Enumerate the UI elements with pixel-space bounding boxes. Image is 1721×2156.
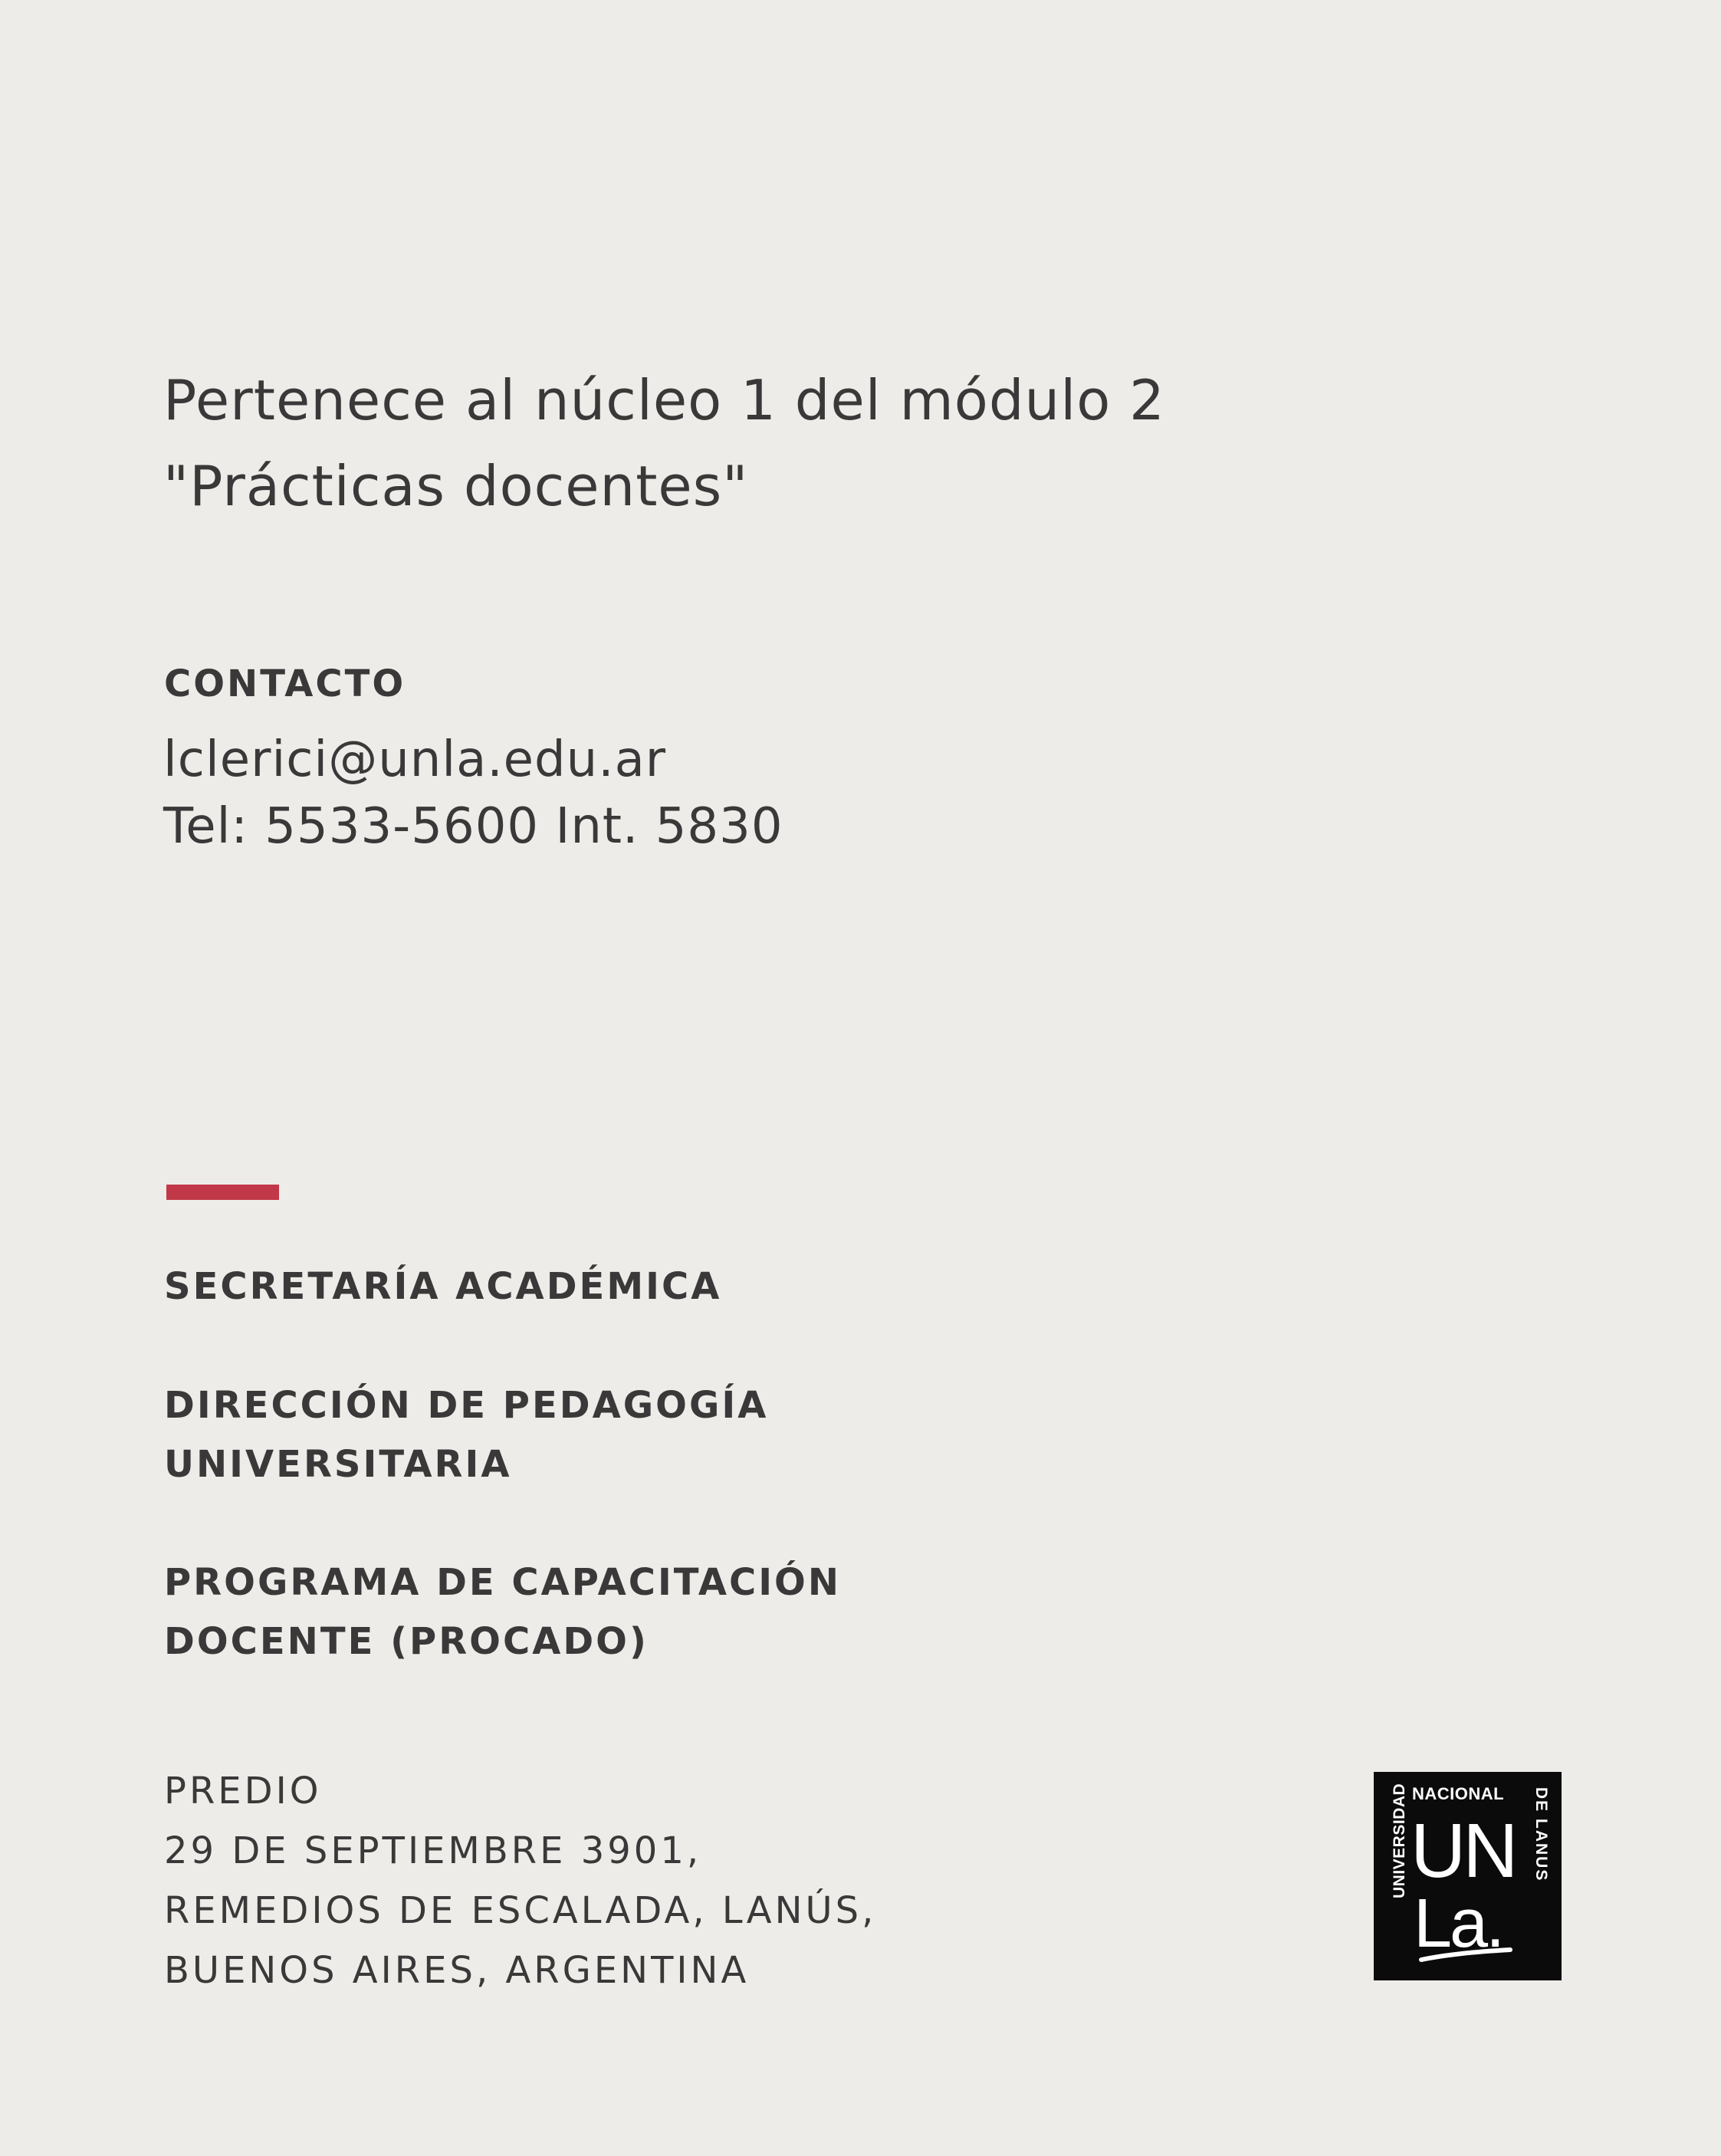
contact-phone: Tel: 5533-5600 Int. 5830 [163, 798, 783, 855]
address-line-3: REMEDIOS DE ESCALADA, LANÚS, [164, 1889, 877, 1932]
org-secretaria-label: SECRETARÍA ACADÉMICA [164, 1265, 722, 1308]
logo-text-un: UN [1411, 1808, 1516, 1894]
accent-divider [166, 1185, 279, 1200]
intro-line-1: Pertenece al núcleo 1 del módulo 2 [163, 368, 1165, 432]
address-block [164, 1761, 876, 2000]
contact-email[interactable]: lclerici@unla.edu.ar [163, 731, 667, 788]
contact-details [163, 727, 783, 860]
logo-text-de-lanus: DE LANUS [1532, 1787, 1550, 1882]
org-programa-line-1: PROGRAMA DE CAPACITACIÓN [164, 1561, 842, 1604]
logo-text-la: La. [1414, 1885, 1503, 1962]
org-direccion-line-2: UNIVERSITARIA [164, 1443, 512, 1486]
unla-logo [1374, 1772, 1562, 1980]
logo-text-nacional: NACIONAL [1412, 1784, 1505, 1803]
contact-heading: CONTACTO [164, 662, 406, 705]
logo-text-universidad: UNIVERSIDAD [1391, 1783, 1408, 1898]
intro-text [163, 357, 1466, 529]
address-line-2: 29 DE SEPTIEMBRE 3901, [164, 1829, 702, 1872]
address-line-1: PREDIO [164, 1770, 322, 1813]
org-programa-line-2: DOCENTE (PROCADO) [164, 1620, 649, 1663]
unla-logo-mark [1374, 1772, 1562, 1980]
org-secretaria [164, 1257, 721, 1316]
org-direccion-line-1: DIRECCIÓN DE PEDAGOGÍA [164, 1384, 769, 1427]
org-direccion [164, 1376, 768, 1494]
intro-line-2: "Prácticas docentes" [163, 454, 749, 518]
address-line-4: BUENOS AIRES, ARGENTINA [164, 1949, 750, 1992]
org-programa [164, 1553, 841, 1671]
